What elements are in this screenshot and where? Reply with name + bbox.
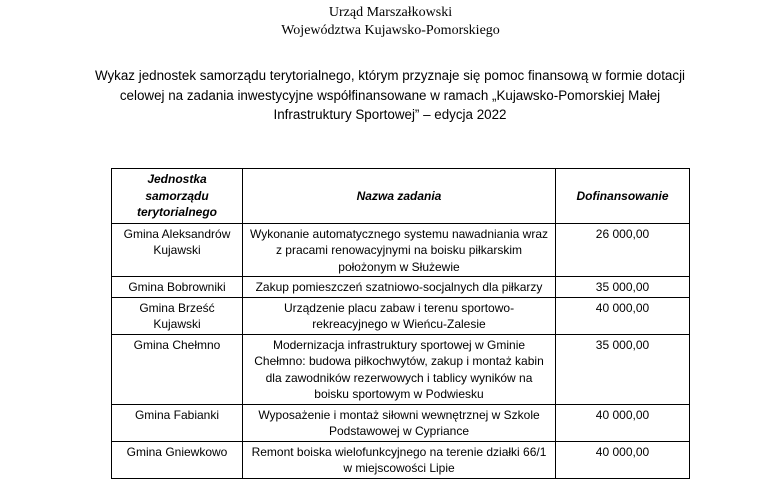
row-amount: 35 000,00 [556,334,690,404]
office-name: Urząd Marszałkowski [328,5,453,20]
row-task: Zakup pomieszczeń szatniowo-socjalnych dla piłkarzy [243,277,556,298]
row-amount: 40 000,00 [556,441,690,478]
grant-table [111,168,690,479]
table-row [112,297,690,334]
table-row [112,223,690,277]
row-amount: 40 000,00 [556,404,690,441]
row-unit: Gmina Gniewkowo [112,441,243,478]
header-task: Nazwa zadania [243,169,556,224]
row-unit: Gmina Bobrowniki [112,277,243,298]
intro-line-3: Infrastruktury Sportowej” – edycja 2022 [273,107,507,122]
intro-line-1: Wykaz jednostek samorządu terytorialnego, którym przyznaje się pomoc finansową w formie dotacji [94,68,686,83]
table-row [112,404,690,441]
row-amount: 35 000,00 [556,277,690,298]
voivodeship-name: Województwa Kujawsko-Pomorskiego [281,23,500,38]
document-intro [60,66,720,125]
row-task: Wykonanie automatycznego systemu nawadniania wraz z pracami renowacyjnymi na boisku piłkarskim położonym w Służewie [243,223,556,277]
row-task: Remont boiska wielofunkcyjnego na terenie działki 66/1 w miejscowości Lipie [243,441,556,478]
row-unit: Gmina Fabianki [112,404,243,441]
row-task: Wyposażenie i montaż siłowni wewnętrznej w Szkole Podstawowej w Cypriance [243,404,556,441]
table-header-row [112,169,690,224]
row-amount: 26 000,00 [556,223,690,277]
header-unit: Jednostka samorządu terytorialnego [112,169,243,224]
intro-line-2: celowej na zadania inwestycyjne współfinansowane w ramach „Kujawsko-Pomorskiej Małej [119,87,661,103]
row-unit: Gmina Aleksandrów Kujawski [112,223,243,277]
row-task: Urządzenie placu zabaw i terenu sportowo-rekreacyjnego w Wieńcu-Zalesie [243,297,556,334]
document-header [0,4,781,40]
table-row [112,277,690,298]
header-amount: Dofinansowanie [556,169,690,224]
row-unit: Gmina Brześć Kujawski [112,297,243,334]
row-unit: Gmina Chełmno [112,334,243,404]
row-task: Modernizacja infrastruktury sportowej w Gminie Chełmno: budowa piłkochwytów, zakup i montaż kabin dla zawodników rezerwowych i tablicy wyników na boisku sportowym w Podwiesku [243,334,556,404]
table-row [112,334,690,404]
table-row [112,441,690,478]
row-amount: 40 000,00 [556,297,690,334]
